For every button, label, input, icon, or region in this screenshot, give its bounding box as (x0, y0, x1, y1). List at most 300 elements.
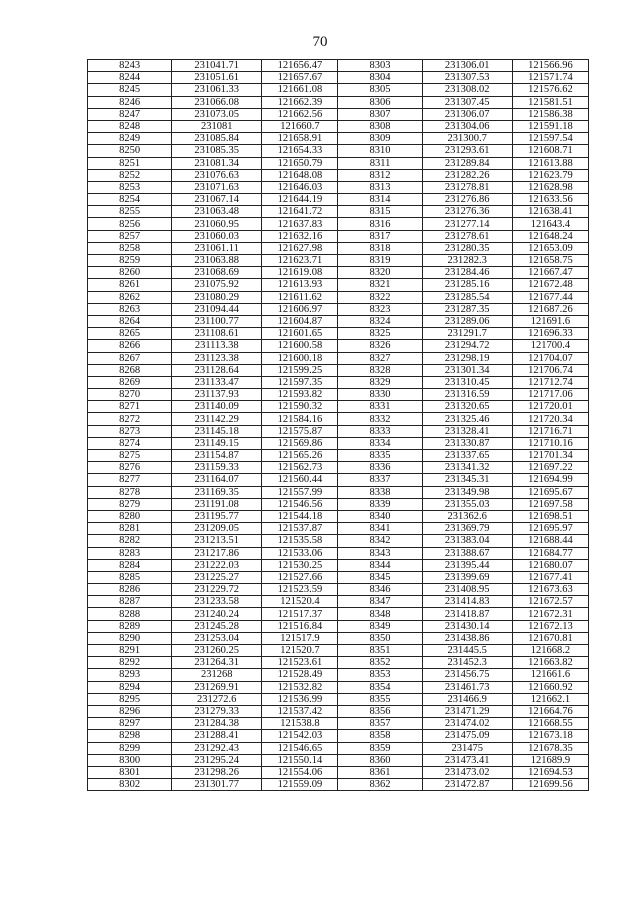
x-coordinate-cell: 231418.87 (422, 608, 512, 620)
x-coordinate-cell: 231461.73 (422, 681, 512, 693)
y-coordinate-cell: 121565.26 (262, 450, 338, 462)
y-coordinate-cell: 121584.16 (262, 413, 338, 425)
x-coordinate-cell: 231395.44 (422, 559, 512, 571)
x-coordinate-cell: 231154.87 (172, 450, 262, 462)
y-coordinate-cell: 121662.39 (262, 96, 338, 108)
x-coordinate-cell: 231307.45 (422, 96, 512, 108)
x-coordinate-cell: 231140.09 (172, 401, 262, 413)
table-row (88, 352, 589, 364)
table-row (88, 181, 589, 193)
y-coordinate-cell: 121678.35 (512, 742, 588, 754)
point-id-cell: 8248 (88, 120, 172, 132)
point-id-cell: 8264 (88, 315, 172, 327)
y-coordinate-cell: 121550.14 (262, 754, 338, 766)
y-coordinate-cell: 121590.32 (262, 401, 338, 413)
y-coordinate-cell: 121654.33 (262, 145, 338, 157)
table-row (88, 303, 589, 315)
point-id-cell: 8345 (338, 571, 422, 583)
y-coordinate-cell: 121517.37 (262, 608, 338, 620)
point-id-cell: 8289 (88, 620, 172, 632)
y-coordinate-cell: 121613.93 (262, 279, 338, 291)
x-coordinate-cell: 231240.24 (172, 608, 262, 620)
x-coordinate-cell: 231304.06 (422, 120, 512, 132)
y-coordinate-cell: 121613.88 (512, 157, 588, 169)
x-coordinate-cell: 231268 (172, 669, 262, 681)
x-coordinate-cell: 231289.84 (422, 157, 512, 169)
y-coordinate-cell: 121689.9 (512, 754, 588, 766)
y-coordinate-cell: 121643.4 (512, 218, 588, 230)
x-coordinate-cell: 231466.9 (422, 693, 512, 705)
point-id-cell: 8321 (338, 279, 422, 291)
table-row (88, 730, 589, 742)
point-id-cell: 8318 (338, 242, 422, 254)
y-coordinate-cell: 121566.96 (512, 60, 588, 72)
point-id-cell: 8293 (88, 669, 172, 681)
point-id-cell: 8276 (88, 462, 172, 474)
point-id-cell: 8254 (88, 194, 172, 206)
x-coordinate-cell: 231264.31 (172, 657, 262, 669)
table-row (88, 462, 589, 474)
point-id-cell: 8261 (88, 279, 172, 291)
y-coordinate-cell: 121600.18 (262, 352, 338, 364)
x-coordinate-cell: 231445.5 (422, 645, 512, 657)
point-id-cell: 8351 (338, 645, 422, 657)
y-coordinate-cell: 121571.74 (512, 72, 588, 84)
y-coordinate-cell: 121664.76 (512, 705, 588, 717)
point-id-cell: 8258 (88, 242, 172, 254)
y-coordinate-cell: 121646.03 (262, 181, 338, 193)
table-row (88, 120, 589, 132)
y-coordinate-cell: 121697.58 (512, 498, 588, 510)
x-coordinate-cell: 231383.04 (422, 535, 512, 547)
y-coordinate-cell: 121712.74 (512, 376, 588, 388)
point-id-cell: 8275 (88, 450, 172, 462)
y-coordinate-cell: 121661.6 (512, 669, 588, 681)
point-id-cell: 8346 (338, 584, 422, 596)
point-id-cell: 8295 (88, 693, 172, 705)
table-row (88, 108, 589, 120)
point-id-cell: 8338 (338, 486, 422, 498)
x-coordinate-cell: 231100.77 (172, 315, 262, 327)
x-coordinate-cell: 231075.92 (172, 279, 262, 291)
x-coordinate-cell: 231191.08 (172, 498, 262, 510)
x-coordinate-cell: 231399.69 (422, 571, 512, 583)
x-coordinate-cell: 231169.35 (172, 486, 262, 498)
table-row (88, 559, 589, 571)
point-id-cell: 8316 (338, 218, 422, 230)
table-row (88, 291, 589, 303)
x-coordinate-cell: 231282.3 (422, 255, 512, 267)
point-id-cell: 8247 (88, 108, 172, 120)
table-row (88, 620, 589, 632)
x-coordinate-cell: 231278.81 (422, 181, 512, 193)
point-id-cell: 8308 (338, 120, 422, 132)
x-coordinate-cell: 231328.41 (422, 425, 512, 437)
table-row (88, 571, 589, 583)
y-coordinate-cell: 121644.19 (262, 194, 338, 206)
y-coordinate-cell: 121546.56 (262, 498, 338, 510)
y-coordinate-cell: 121680.07 (512, 559, 588, 571)
point-id-cell: 8300 (88, 754, 172, 766)
y-coordinate-cell: 121560.44 (262, 474, 338, 486)
y-coordinate-cell: 121557.99 (262, 486, 338, 498)
y-coordinate-cell: 121597.54 (512, 133, 588, 145)
x-coordinate-cell: 231142.29 (172, 413, 262, 425)
point-id-cell: 8274 (88, 437, 172, 449)
point-id-cell: 8324 (338, 315, 422, 327)
y-coordinate-cell: 121538.8 (262, 718, 338, 730)
point-id-cell: 8291 (88, 645, 172, 657)
y-coordinate-cell: 121667.47 (512, 267, 588, 279)
point-id-cell: 8266 (88, 340, 172, 352)
x-coordinate-cell: 231061.11 (172, 242, 262, 254)
point-id-cell: 8252 (88, 169, 172, 181)
y-coordinate-cell: 121657.67 (262, 72, 338, 84)
x-coordinate-cell: 231233.58 (172, 596, 262, 608)
point-id-cell: 8331 (338, 401, 422, 413)
point-id-cell: 8359 (338, 742, 422, 754)
y-coordinate-cell: 121619.08 (262, 267, 338, 279)
x-coordinate-cell: 231145.18 (172, 425, 262, 437)
table-row (88, 596, 589, 608)
point-id-cell: 8263 (88, 303, 172, 315)
y-coordinate-cell: 121662.1 (512, 693, 588, 705)
y-coordinate-cell: 121535.58 (262, 535, 338, 547)
x-coordinate-cell: 231137.93 (172, 389, 262, 401)
y-coordinate-cell: 121706.74 (512, 364, 588, 376)
table-row (88, 669, 589, 681)
x-coordinate-cell: 231388.67 (422, 547, 512, 559)
point-id-cell: 8277 (88, 474, 172, 486)
point-id-cell: 8249 (88, 133, 172, 145)
y-coordinate-cell: 121672.31 (512, 608, 588, 620)
y-coordinate-cell: 121628.98 (512, 181, 588, 193)
y-coordinate-cell: 121673.18 (512, 730, 588, 742)
point-id-cell: 8257 (88, 230, 172, 242)
point-id-cell: 8272 (88, 413, 172, 425)
x-coordinate-cell: 231298.26 (172, 766, 262, 778)
table-row (88, 498, 589, 510)
y-coordinate-cell: 121662.56 (262, 108, 338, 120)
y-coordinate-cell: 121637.83 (262, 218, 338, 230)
point-id-cell: 8337 (338, 474, 422, 486)
y-coordinate-cell: 121533.06 (262, 547, 338, 559)
table-row (88, 705, 589, 717)
table-row (88, 255, 589, 267)
y-coordinate-cell: 121661.08 (262, 84, 338, 96)
x-coordinate-cell: 231408.95 (422, 584, 512, 596)
x-coordinate-cell: 231041.71 (172, 60, 262, 72)
point-id-cell: 8325 (338, 328, 422, 340)
x-coordinate-cell: 231133.47 (172, 376, 262, 388)
y-coordinate-cell: 121704.07 (512, 352, 588, 364)
y-coordinate-cell: 121632.16 (262, 230, 338, 242)
x-coordinate-cell: 231222.03 (172, 559, 262, 571)
y-coordinate-cell: 121562.73 (262, 462, 338, 474)
point-id-cell: 8262 (88, 291, 172, 303)
y-coordinate-cell: 121658.91 (262, 133, 338, 145)
x-coordinate-cell: 231284.38 (172, 718, 262, 730)
point-id-cell: 8268 (88, 364, 172, 376)
point-id-cell: 8312 (338, 169, 422, 181)
point-id-cell: 8319 (338, 255, 422, 267)
point-id-cell: 8311 (338, 157, 422, 169)
y-coordinate-cell: 121528.49 (262, 669, 338, 681)
y-coordinate-cell: 121695.97 (512, 523, 588, 535)
point-id-cell: 8350 (338, 632, 422, 644)
x-coordinate-cell: 231066.08 (172, 96, 262, 108)
point-id-cell: 8328 (338, 364, 422, 376)
point-id-cell: 8273 (88, 425, 172, 437)
point-id-cell: 8299 (88, 742, 172, 754)
y-coordinate-cell: 121720.01 (512, 401, 588, 413)
y-coordinate-cell: 121623.71 (262, 255, 338, 267)
x-coordinate-cell: 231316.59 (422, 389, 512, 401)
point-id-cell: 8279 (88, 498, 172, 510)
y-coordinate-cell: 121697.22 (512, 462, 588, 474)
x-coordinate-cell: 231195.77 (172, 510, 262, 522)
point-id-cell: 8339 (338, 498, 422, 510)
point-id-cell: 8288 (88, 608, 172, 620)
y-coordinate-cell: 121520.4 (262, 596, 338, 608)
x-coordinate-cell: 231276.36 (422, 206, 512, 218)
x-coordinate-cell: 231081.34 (172, 157, 262, 169)
table-row (88, 535, 589, 547)
x-coordinate-cell: 231306.01 (422, 60, 512, 72)
y-coordinate-cell: 121581.51 (512, 96, 588, 108)
x-coordinate-cell: 231272.6 (172, 693, 262, 705)
table-row (88, 766, 589, 778)
point-id-cell: 8313 (338, 181, 422, 193)
point-id-cell: 8335 (338, 450, 422, 462)
x-coordinate-cell: 231123.38 (172, 352, 262, 364)
y-coordinate-cell: 121520.7 (262, 645, 338, 657)
x-coordinate-cell: 231209.05 (172, 523, 262, 535)
table-row (88, 279, 589, 291)
point-id-cell: 8334 (338, 437, 422, 449)
y-coordinate-cell: 121672.57 (512, 596, 588, 608)
y-coordinate-cell: 121532.82 (262, 681, 338, 693)
x-coordinate-cell: 231472.87 (422, 779, 512, 791)
table-row (88, 425, 589, 437)
point-id-cell: 8245 (88, 84, 172, 96)
x-coordinate-cell: 231073.05 (172, 108, 262, 120)
x-coordinate-cell: 231128.64 (172, 364, 262, 376)
table-row (88, 376, 589, 388)
point-id-cell: 8342 (338, 535, 422, 547)
x-coordinate-cell: 231276.86 (422, 194, 512, 206)
table-row (88, 657, 589, 669)
y-coordinate-cell: 121597.35 (262, 376, 338, 388)
table-row (88, 742, 589, 754)
y-coordinate-cell: 121668.2 (512, 645, 588, 657)
table-row (88, 401, 589, 413)
x-coordinate-cell: 231063.48 (172, 206, 262, 218)
x-coordinate-cell: 231285.16 (422, 279, 512, 291)
point-id-cell: 8296 (88, 705, 172, 717)
table-row (88, 523, 589, 535)
x-coordinate-cell: 231213.51 (172, 535, 262, 547)
x-coordinate-cell: 231474.02 (422, 718, 512, 730)
point-id-cell: 8344 (338, 559, 422, 571)
table-row (88, 632, 589, 644)
point-id-cell: 8281 (88, 523, 172, 535)
y-coordinate-cell: 121648.24 (512, 230, 588, 242)
table-row (88, 450, 589, 462)
y-coordinate-cell: 121593.82 (262, 389, 338, 401)
point-id-cell: 8327 (338, 352, 422, 364)
x-coordinate-cell: 231282.26 (422, 169, 512, 181)
y-coordinate-cell: 121536.99 (262, 693, 338, 705)
y-coordinate-cell: 121623.79 (512, 169, 588, 181)
x-coordinate-cell: 231060.03 (172, 230, 262, 242)
y-coordinate-cell: 121586.38 (512, 108, 588, 120)
point-id-cell: 8304 (338, 72, 422, 84)
x-coordinate-cell: 231349.98 (422, 486, 512, 498)
x-coordinate-cell: 231330.87 (422, 437, 512, 449)
y-coordinate-cell: 121653.09 (512, 242, 588, 254)
y-coordinate-cell: 121527.66 (262, 571, 338, 583)
y-coordinate-cell: 121673.63 (512, 584, 588, 596)
point-id-cell: 8290 (88, 632, 172, 644)
x-coordinate-cell: 231081 (172, 120, 262, 132)
x-coordinate-cell: 231301.77 (172, 779, 262, 791)
point-id-cell: 8356 (338, 705, 422, 717)
table-row (88, 218, 589, 230)
point-id-cell: 8243 (88, 60, 172, 72)
point-id-cell: 8253 (88, 181, 172, 193)
point-id-cell: 8246 (88, 96, 172, 108)
table-row (88, 645, 589, 657)
x-coordinate-cell: 231051.61 (172, 72, 262, 84)
y-coordinate-cell: 121701.34 (512, 450, 588, 462)
point-id-cell: 8343 (338, 547, 422, 559)
x-coordinate-cell: 231295.24 (172, 754, 262, 766)
point-id-cell: 8315 (338, 206, 422, 218)
point-id-cell: 8267 (88, 352, 172, 364)
x-coordinate-cell: 231245.28 (172, 620, 262, 632)
x-coordinate-cell: 231438.86 (422, 632, 512, 644)
y-coordinate-cell: 121694.99 (512, 474, 588, 486)
y-coordinate-cell: 121656.47 (262, 60, 338, 72)
y-coordinate-cell: 121695.67 (512, 486, 588, 498)
y-coordinate-cell: 121638.41 (512, 206, 588, 218)
table-row (88, 779, 589, 791)
x-coordinate-cell: 231475.09 (422, 730, 512, 742)
x-coordinate-cell: 231456.75 (422, 669, 512, 681)
y-coordinate-cell: 121559.09 (262, 779, 338, 791)
table-row (88, 474, 589, 486)
point-id-cell: 8357 (338, 718, 422, 730)
y-coordinate-cell: 121608.71 (512, 145, 588, 157)
point-id-cell: 8322 (338, 291, 422, 303)
x-coordinate-cell: 231414.83 (422, 596, 512, 608)
point-id-cell: 8349 (338, 620, 422, 632)
y-coordinate-cell: 121672.48 (512, 279, 588, 291)
table-row (88, 718, 589, 730)
table-row (88, 584, 589, 596)
y-coordinate-cell: 121633.56 (512, 194, 588, 206)
point-id-cell: 8259 (88, 255, 172, 267)
y-coordinate-cell: 121694.53 (512, 766, 588, 778)
table-row (88, 157, 589, 169)
point-id-cell: 8298 (88, 730, 172, 742)
point-id-cell: 8303 (338, 60, 422, 72)
x-coordinate-cell: 231291.7 (422, 328, 512, 340)
x-coordinate-cell: 231310.45 (422, 376, 512, 388)
x-coordinate-cell: 231289.06 (422, 315, 512, 327)
y-coordinate-cell: 121716.71 (512, 425, 588, 437)
x-coordinate-cell: 231362.6 (422, 510, 512, 522)
x-coordinate-cell: 231471.29 (422, 705, 512, 717)
point-id-cell: 8307 (338, 108, 422, 120)
y-coordinate-cell: 121601.65 (262, 328, 338, 340)
x-coordinate-cell: 231473.02 (422, 766, 512, 778)
x-coordinate-cell: 231475 (422, 742, 512, 754)
x-coordinate-cell: 231345.31 (422, 474, 512, 486)
y-coordinate-cell: 121700.4 (512, 340, 588, 352)
point-id-cell: 8250 (88, 145, 172, 157)
y-coordinate-cell: 121600.58 (262, 340, 338, 352)
point-id-cell: 8292 (88, 657, 172, 669)
table-row (88, 84, 589, 96)
x-coordinate-cell: 231300.7 (422, 133, 512, 145)
x-coordinate-cell: 231113.38 (172, 340, 262, 352)
table-row (88, 145, 589, 157)
point-id-cell: 8333 (338, 425, 422, 437)
x-coordinate-cell: 231269.91 (172, 681, 262, 693)
point-id-cell: 8286 (88, 584, 172, 596)
point-id-cell: 8323 (338, 303, 422, 315)
y-coordinate-cell: 121670.81 (512, 632, 588, 644)
point-id-cell: 8329 (338, 376, 422, 388)
y-coordinate-cell: 121569.86 (262, 437, 338, 449)
point-id-cell: 8354 (338, 681, 422, 693)
x-coordinate-cell: 231277.14 (422, 218, 512, 230)
table-row (88, 437, 589, 449)
table-row (88, 328, 589, 340)
x-coordinate-cell: 231278.61 (422, 230, 512, 242)
point-id-cell: 8282 (88, 535, 172, 547)
y-coordinate-cell: 121699.56 (512, 779, 588, 791)
y-coordinate-cell: 121537.87 (262, 523, 338, 535)
y-coordinate-cell: 121710.16 (512, 437, 588, 449)
table-row (88, 169, 589, 181)
y-coordinate-cell: 121575.87 (262, 425, 338, 437)
point-id-cell: 8362 (338, 779, 422, 791)
y-coordinate-cell: 121517.9 (262, 632, 338, 644)
point-id-cell: 8287 (88, 596, 172, 608)
y-coordinate-cell: 121677.44 (512, 291, 588, 303)
point-id-cell: 8360 (338, 754, 422, 766)
x-coordinate-cell: 231085.35 (172, 145, 262, 157)
x-coordinate-cell: 231288.41 (172, 730, 262, 742)
y-coordinate-cell: 121648.08 (262, 169, 338, 181)
table-row (88, 547, 589, 559)
y-coordinate-cell: 121668.55 (512, 718, 588, 730)
table-row (88, 389, 589, 401)
point-id-cell: 8255 (88, 206, 172, 218)
point-id-cell: 8314 (338, 194, 422, 206)
point-id-cell: 8301 (88, 766, 172, 778)
y-coordinate-cell: 121688.44 (512, 535, 588, 547)
x-coordinate-cell: 231430.14 (422, 620, 512, 632)
x-coordinate-cell: 231279.33 (172, 705, 262, 717)
point-id-cell: 8270 (88, 389, 172, 401)
x-coordinate-cell: 231294.72 (422, 340, 512, 352)
point-id-cell: 8306 (338, 96, 422, 108)
y-coordinate-cell: 121591.18 (512, 120, 588, 132)
